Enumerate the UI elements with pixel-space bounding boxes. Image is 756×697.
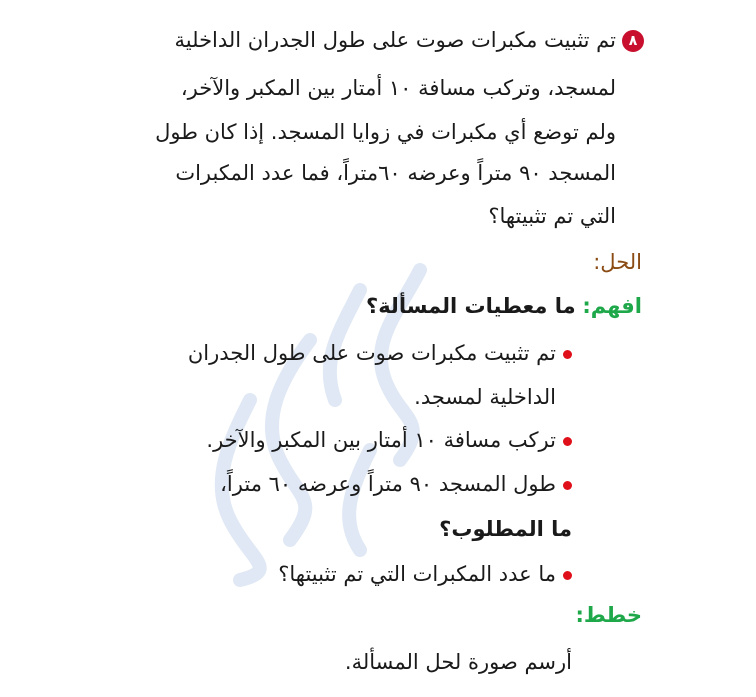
plan-label: خطط: (575, 603, 642, 627)
understand-question: ما معطيات المسألة؟ (366, 294, 576, 318)
bullet-icon (563, 350, 572, 359)
solution-label: الحل: (593, 250, 642, 274)
understand-heading (366, 291, 642, 321)
given-text-2: تركب مسافة ١٠ أمتار بين المكبر والآخر. (206, 428, 556, 452)
given-item-1 (188, 338, 572, 368)
plan-text: أرسم صورة لحل المسألة. (344, 650, 572, 674)
given-text-3: طول المسجد ٩٠ متراً وعرضه ٦٠ متراً، (220, 472, 556, 496)
required-item (278, 559, 572, 589)
given-item-1-cont: الداخلية لمسجد. (414, 385, 556, 409)
problem-line-3: ولم توضع أي مكبرات في زوايا المسجد. إذا كان طول (155, 120, 616, 144)
bullet-icon (563, 437, 572, 446)
bullet-icon (563, 571, 572, 580)
problem-line-4: المسجد ٩٠ متراً وعرضه ٦٠متراً، فما عدد المكبرات (175, 161, 616, 185)
problem-line-5: التي تم تثبيتها؟ (488, 204, 616, 228)
required-text: ما عدد المكبرات التي تم تثبيتها؟ (278, 562, 556, 586)
required-heading: ما المطلوب؟ (439, 517, 572, 541)
given-item-2 (206, 425, 572, 455)
given-item-3 (220, 469, 572, 499)
given-text-1: تم تثبيت مكبرات صوت على طول الجدران (187, 341, 556, 365)
understand-label: افهم: (582, 294, 642, 318)
problem-line-1 (175, 25, 644, 55)
problem-text-1: تم تثبيت مكبرات صوت على طول الجدران الداخلية (174, 28, 616, 52)
bullet-icon (563, 481, 572, 490)
problem-number-badge: ٨ (622, 30, 644, 52)
problem-line-2: لمسجد، وتركب مسافة ١٠ أمتار بين المكبر والآخر، (180, 76, 616, 100)
